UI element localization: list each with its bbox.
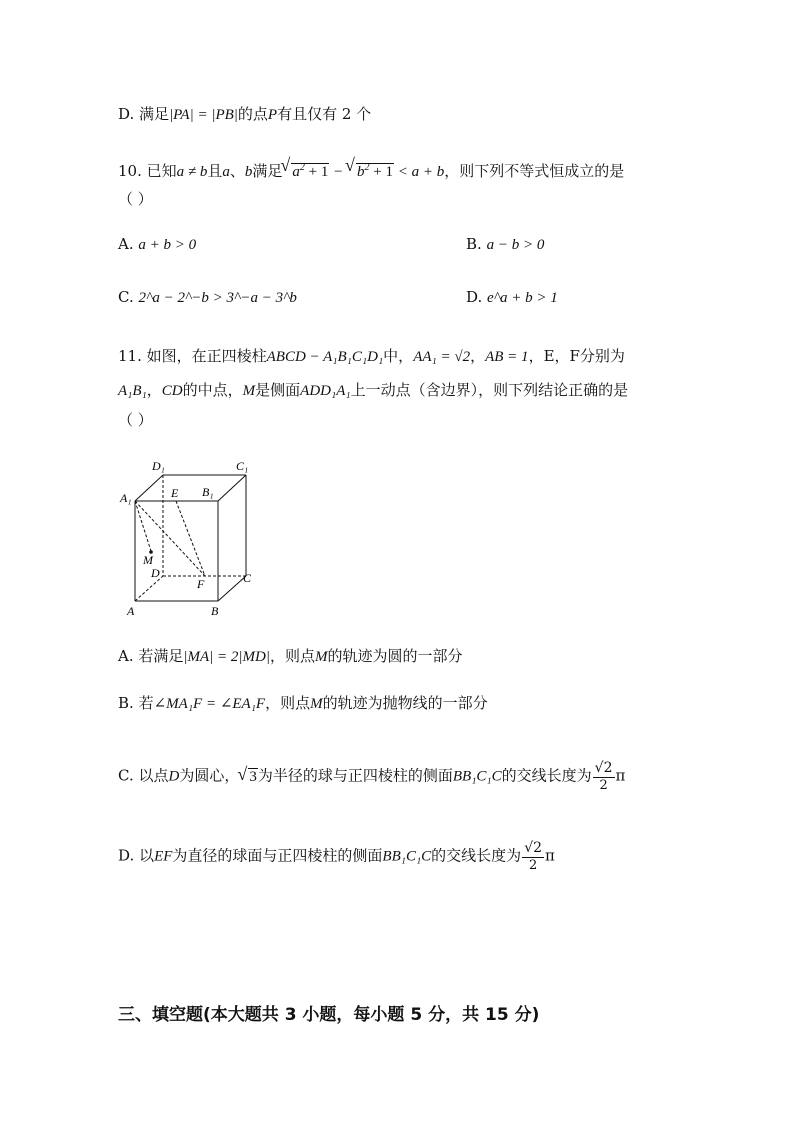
label-b1: B₁ (202, 485, 214, 499)
sqrt-three: √ 3 (239, 767, 258, 787)
fraction-root2-over-2: $\frac{√2}{2}$ (524, 840, 543, 873)
q11-answer-paren: （ ） (118, 411, 153, 429)
section-heading: 三、填空题(本大题共 3 小题，每小题 5 分，共 15 分) (118, 1005, 540, 1025)
edge-bc (218, 576, 246, 601)
q10-option-d: D. e^a + b > 1 (466, 288, 558, 306)
q11-stem-line1: 11. 如图，在正四棱柱ABCD − A₁B₁C₁D₁中，AA₁ = √2，AB = 1，E，F分别为 (118, 347, 625, 365)
label-a1: A₁ (120, 491, 132, 505)
q10-stem: 10. 已知a ≠ b且a、b满足√ $a^2 + 1$ − √ $b^2 + 1 < a + b$，则下列不等式恒成立的是 (118, 158, 624, 182)
q11-option-d: D. 以EF为直径的球面与正四棱柱的侧面BB₁C₁C的交线长度为 $\frac{√2}{2}$ π (118, 840, 555, 873)
label-c: C (243, 571, 252, 585)
label-e: E (171, 486, 179, 500)
q10-option-c: C. 2^a − 2^−b > 3^−a − 3^b (118, 288, 297, 306)
label-b: B (211, 604, 219, 618)
q11-option-b: B. 若∠MA₁F = ∠EA₁F，则点M的轨迹为抛物线的一部分 (118, 694, 488, 712)
prism-figure (118, 456, 268, 618)
fraction-root2-over-2: $\frac{√2}{2}$ (594, 760, 613, 793)
q10-answer-paren: （ ） (118, 190, 153, 208)
q10-option-b: B. a − b > 0 (466, 235, 545, 253)
q9-option-d: D. 满足|PA| = |PB|的点P有且仅有 2 个 (118, 105, 372, 123)
label-a: A (127, 604, 135, 618)
sqrt-b: √ $b^2 + 1$ (347, 158, 394, 182)
label-c1: C₁ (236, 459, 249, 473)
edge-b1c1 (218, 475, 246, 501)
sqrt-a: √ $a^2 + 1$ (282, 158, 329, 182)
q11-option-a: A. 若满足|MA| = 2|MD|，则点M的轨迹为圆的一部分 (118, 647, 463, 665)
q10-option-a: A. a + b > 0 (118, 235, 197, 253)
label-f: F (197, 577, 205, 591)
segment-ef (176, 501, 205, 576)
option-letter: D. (118, 105, 135, 123)
q11-stem-line2: A₁B₁，CD的中点，M是侧面ADD₁A₁上一动点（含边界），则下列结论正确的是 (118, 381, 629, 399)
label-m: M (143, 553, 153, 567)
edge-a1d1 (135, 475, 163, 501)
q11-option-c: C. 以点D为圆心，√ 3为半径的球与正四棱柱的侧面BB₁C₁C的交线长度为 $\frac{√2}{2}$ π (118, 760, 625, 793)
label-d: D (151, 566, 160, 580)
label-d1: D₁ (152, 459, 165, 473)
segment-a1m (135, 501, 151, 551)
